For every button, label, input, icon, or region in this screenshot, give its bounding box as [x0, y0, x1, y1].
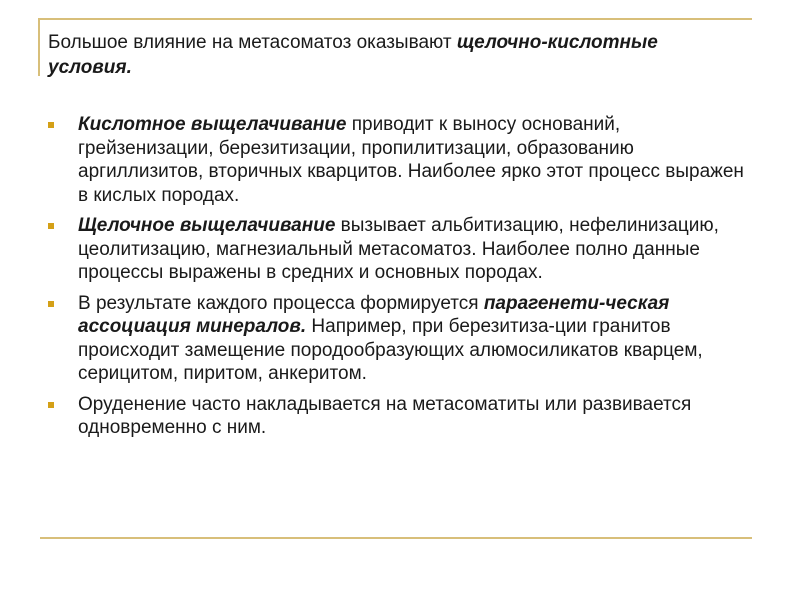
bullet-item-alkaline-leaching — [46, 214, 746, 285]
bullet-text: приводит к выносу оснований, грейзенизации, березитизации, пропилитизации, образованию аргиллизитов, вторичных кварцитов. Наиболее ярко этот процесс выражен в кислых породах. — [78, 114, 744, 206]
bullet-square-icon — [48, 122, 54, 128]
bullet-list — [46, 113, 746, 447]
bullet-square-icon — [48, 223, 54, 229]
bullet-emphasis: парагенети-ческая ассоциация минералов. — [78, 292, 670, 337]
bullet-lead-emphasis: Кислотное выщелачивание — [78, 114, 347, 135]
bullet-item-paragenetic-association — [46, 292, 746, 386]
bullet-text: вызывает альбитизацию, нефелинизацию, цеолитизацию, магнезиальный метасоматоз. Наиболее полно данные процессы выражены в средних и основных породах. — [78, 215, 719, 283]
bullet-square-icon — [48, 301, 54, 307]
left-decorative-rule — [38, 18, 40, 76]
intro-paragraph — [48, 30, 738, 80]
intro-emphasis: щелочно-кислотные условия. — [48, 32, 658, 78]
bullet-item-acid-leaching — [46, 113, 746, 207]
bullet-text: Оруденение часто накладывается на метасоматиты или развивается одновременно с ним. — [78, 393, 692, 438]
bullet-text: Например, при березитиза-ции гранитов происходит замещение породообразующих алюмосиликатов кварцем, серицитом, пиритом, анкеритом. — [78, 316, 703, 384]
bottom-decorative-rule — [40, 537, 752, 539]
bullet-lead: В результате каждого процесса формируется — [78, 292, 484, 314]
top-decorative-rule — [38, 18, 752, 20]
intro-text: Большое влияние на метасоматоз оказывают — [48, 32, 457, 53]
bullet-lead-emphasis: Щелочное выщелачивание — [78, 215, 336, 236]
bullet-square-icon — [48, 402, 54, 408]
bullet-item-mineralization — [46, 393, 746, 440]
